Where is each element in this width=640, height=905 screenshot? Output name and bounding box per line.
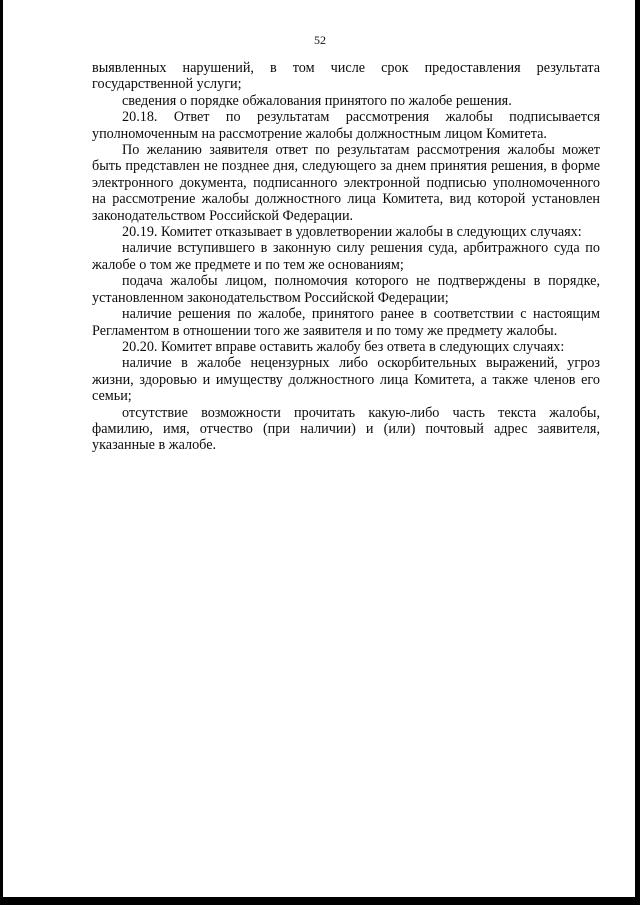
paragraph-20-19: 20.19. Комитет отказывает в удовлетворении жалобы в следующих случаях:: [122, 224, 582, 241]
paragraph-court-decision: наличие вступившего в законную силу решения суда, арбитражного суда по жалобе о том же предмете и по тем же основаниям;: [92, 240, 600, 273]
paragraph-appeal-procedure: сведения о порядке обжалования принятого по жалобе решения.: [122, 92, 512, 109]
paragraph-20-18: 20.18. Ответ по результатам рассмотрения жалобы подписывается уполномоченным на рассмотрение жалобы должностным лицом Комитета.: [92, 109, 600, 142]
scan-border-bottom: [0, 897, 640, 905]
scan-border-left: [0, 0, 3, 905]
paragraph-offensive-language: наличие в жалобе нецензурных либо оскорбительных выражений, угроз жизни, здоровью и имуществу должностного лица Комитета, а также членов его семьи;: [92, 355, 600, 405]
document-body: [92, 60, 600, 454]
page-number: 52: [314, 33, 326, 47]
paragraph-continuation: выявленных нарушений, в том числе срок предоставления результата государственной услуги;: [92, 60, 600, 93]
paragraph-unreadable-text: отсутствие возможности прочитать какую-либо часть текста жалобы, фамилию, имя, отчество (при наличии) и (или) почтовый адрес заявителя, указанные в жалобе.: [92, 404, 600, 454]
paragraph-no-authority: подача жалобы лицом, полномочия которого не подтверждены в порядке, установленном законодательством Российской Федерации;: [92, 273, 600, 306]
paragraph-20-20: 20.20. Комитет вправе оставить жалобу без ответа в следующих случаях:: [122, 338, 565, 355]
scan-border-right: [635, 0, 640, 905]
paragraph-electronic-response: По желанию заявителя ответ по результатам рассмотрения жалобы может быть представлен не позднее дня, следующего за днем принятия решения, в форме электронного документа, подписанного электронной подписью уполномоченного на рассмотрение жалобы должностного лица Комитета, вид которой установлен законодательством Российской Федерации.: [92, 142, 600, 224]
paragraph-previous-decision: наличие решения по жалобе, принятого ранее в соответствии с настоящим Регламентом в отношении того же заявителя и по тому же предмету жалобы.: [92, 306, 600, 339]
